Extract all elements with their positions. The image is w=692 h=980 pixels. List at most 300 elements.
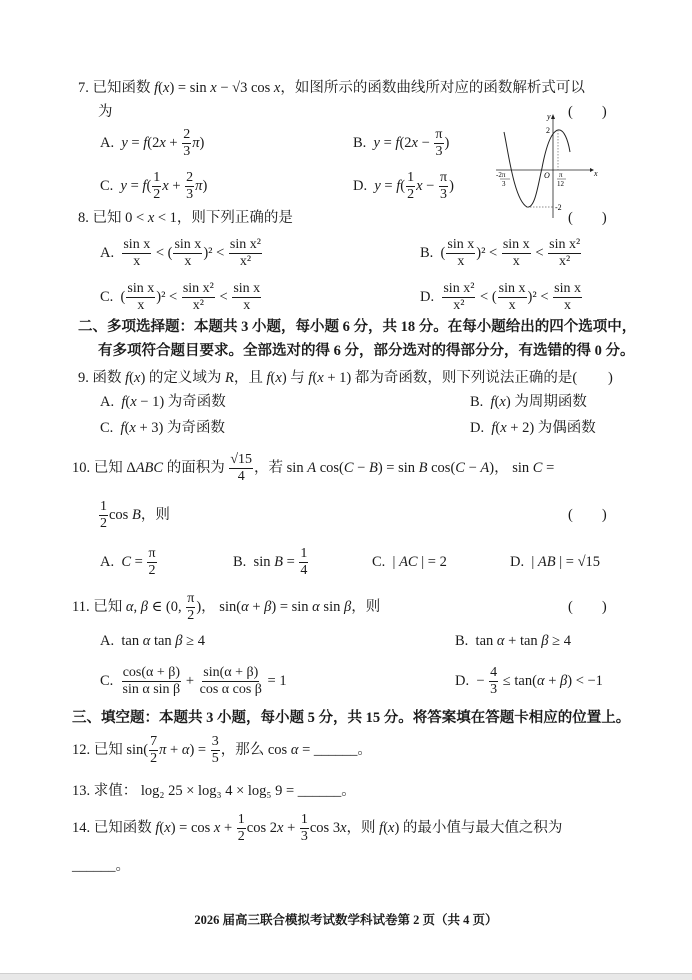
text-run: < 1，则下列正确的是 bbox=[154, 210, 293, 226]
text-run: )， sin( bbox=[196, 599, 242, 615]
text-run: ，如图所示的函数曲线所对应的函数解析式可以 bbox=[280, 80, 585, 96]
fraction bbox=[122, 665, 182, 698]
math-symbol: C bbox=[343, 460, 354, 476]
math-symbol: x bbox=[129, 420, 136, 436]
fraction bbox=[446, 237, 475, 270]
text-run: ) = bbox=[189, 742, 210, 758]
text-run: ) bbox=[199, 135, 205, 151]
fraction-numerator: sin x bbox=[127, 280, 155, 296]
text-run: , bbox=[133, 599, 141, 615]
text-run: + 1) 都为奇函数，则下列说法正确的是( bbox=[323, 370, 578, 386]
q7-stem bbox=[78, 76, 585, 100]
fraction bbox=[229, 452, 253, 485]
text-run: cos bbox=[109, 507, 132, 523]
fraction-denominator: cos α cos β bbox=[199, 681, 262, 697]
y-axis-arrow-icon bbox=[551, 114, 555, 119]
math-symbol: β bbox=[343, 599, 352, 615]
text-run: ) = sin bbox=[169, 80, 211, 96]
fraction-denominator: x bbox=[184, 253, 192, 269]
q7-option-c bbox=[100, 169, 208, 202]
fraction-denominator: 2 bbox=[153, 186, 161, 202]
text-run: < ( bbox=[476, 289, 497, 305]
math-symbol: x bbox=[340, 820, 347, 836]
text-run: 7. 已知函数 bbox=[78, 80, 155, 96]
fraction-numerator: π bbox=[439, 169, 448, 185]
math-symbol: f bbox=[154, 80, 159, 96]
math-symbol: π bbox=[195, 178, 203, 194]
fraction-numerator: sin x bbox=[502, 236, 530, 252]
math-symbol: x bbox=[162, 178, 169, 194]
fraction-denominator: 3 bbox=[300, 828, 308, 844]
math-symbol: AB bbox=[537, 554, 556, 570]
text-run: 11. 已知 bbox=[72, 599, 126, 615]
answer-paren: ( ) bbox=[568, 599, 607, 615]
fraction-denominator: 2 bbox=[150, 750, 158, 766]
q10-option-d bbox=[510, 550, 600, 574]
text-run: 8. 已知 0 < bbox=[78, 210, 148, 226]
text-run: ( bbox=[129, 370, 134, 386]
text-run: ，那么 cos bbox=[220, 742, 291, 758]
fraction bbox=[237, 812, 246, 845]
option-label: B. bbox=[455, 633, 476, 649]
math-symbol: π bbox=[159, 742, 167, 758]
option-label: A. bbox=[100, 554, 122, 570]
math-symbol: π bbox=[192, 135, 200, 151]
math-symbol: R bbox=[225, 370, 234, 386]
fraction bbox=[182, 127, 191, 160]
q11-option-d bbox=[455, 664, 603, 697]
option-label: D. bbox=[455, 673, 477, 689]
math-symbol: y bbox=[121, 135, 128, 151]
fraction bbox=[185, 170, 194, 203]
math-symbol: α bbox=[290, 742, 299, 758]
fraction-denominator: 4 bbox=[237, 468, 245, 484]
text-run: ) bbox=[449, 178, 454, 194]
fraction-numerator: 1 bbox=[300, 545, 308, 561]
fraction bbox=[489, 665, 498, 698]
text-run: sin bbox=[253, 554, 275, 570]
math-symbol: x bbox=[273, 80, 281, 96]
text-run: = 1 bbox=[263, 673, 287, 689]
math-symbol: C bbox=[121, 554, 132, 570]
text-run: ( bbox=[383, 820, 389, 836]
math-symbol: α bbox=[125, 599, 134, 615]
math-symbol: x bbox=[317, 370, 324, 386]
math-symbol: B bbox=[274, 554, 283, 570]
fraction-denominator: x bbox=[564, 297, 572, 313]
math-symbol: β bbox=[560, 673, 568, 689]
math-symbol: B bbox=[131, 507, 141, 523]
q7-option-b bbox=[353, 126, 450, 159]
text-run: ≤ tan( bbox=[499, 673, 537, 689]
text-run: 12. 已知 sin( bbox=[72, 742, 149, 758]
answer-paren-close: ) bbox=[608, 370, 613, 386]
text-run: 为 bbox=[98, 104, 113, 120]
fraction-numerator: sin x² bbox=[443, 280, 475, 296]
fraction-numerator: sin x² bbox=[229, 236, 261, 252]
fraction bbox=[99, 499, 108, 532]
math-symbol: y bbox=[120, 178, 127, 194]
fraction-denominator: 2 bbox=[407, 186, 415, 202]
min-label: -2 bbox=[555, 203, 562, 212]
math-symbol: f bbox=[120, 420, 125, 436]
q13 bbox=[72, 779, 356, 803]
q8-option-c bbox=[100, 280, 262, 313]
math-symbol: ABC bbox=[135, 460, 164, 476]
text-run: | bbox=[531, 554, 538, 570]
fraction-numerator: 3 bbox=[211, 733, 219, 749]
text-run: + 3) 为奇函数 bbox=[135, 420, 225, 436]
math-symbol: f bbox=[121, 394, 126, 410]
math-symbol: A bbox=[480, 460, 490, 476]
math-symbol: x bbox=[210, 80, 217, 96]
math-symbol: A bbox=[307, 460, 317, 476]
text-run: + bbox=[166, 742, 182, 758]
fraction bbox=[149, 734, 158, 767]
text-run: = bbox=[542, 460, 555, 476]
text-run: ≥ 4 bbox=[548, 633, 571, 649]
fraction-denominator: x² bbox=[559, 253, 571, 269]
text-run: cos( bbox=[427, 460, 456, 476]
section-2-heading: 二、多项选择题：本题共 3 小题，每小题 6 分，共 18 分。在每小题给出的四个选项中， bbox=[78, 319, 637, 335]
fraction-denominator: 3 bbox=[435, 143, 443, 159]
math-symbol: x bbox=[163, 80, 170, 96]
text-run: = bbox=[126, 178, 143, 194]
q12 bbox=[72, 733, 372, 766]
text-run: )² < bbox=[527, 289, 553, 305]
text-run: tan bbox=[150, 633, 176, 649]
fraction-denominator: 3 bbox=[440, 186, 448, 202]
option-label: C. bbox=[100, 289, 121, 305]
math-symbol: x bbox=[275, 370, 282, 386]
fraction-numerator: π bbox=[187, 590, 195, 606]
q7-option-a bbox=[100, 126, 205, 159]
q11-option-c bbox=[100, 664, 287, 697]
fraction-denominator: 2 bbox=[100, 515, 107, 531]
option-label: A. bbox=[100, 135, 122, 151]
text-run: < ( bbox=[152, 245, 173, 261]
math-symbol: β bbox=[140, 599, 148, 615]
origin-label: O bbox=[544, 171, 550, 180]
q9-option-c bbox=[100, 416, 225, 440]
fraction bbox=[211, 734, 220, 767]
text-run: ( bbox=[495, 420, 501, 436]
text-run: + bbox=[544, 673, 560, 689]
option-label: D. bbox=[353, 178, 375, 194]
fraction bbox=[553, 281, 582, 314]
math-symbol: β bbox=[264, 599, 272, 615]
math-symbol: x bbox=[213, 820, 221, 836]
fraction-denominator: x² bbox=[239, 253, 252, 269]
text-run: < bbox=[531, 245, 548, 261]
text-run: + 2) 为偶函数 bbox=[506, 420, 596, 436]
math-symbol: f bbox=[396, 178, 401, 194]
option-label: A. bbox=[100, 633, 122, 649]
fraction-denominator: x² bbox=[192, 297, 204, 313]
fraction-numerator: sin x² bbox=[182, 280, 214, 296]
text-run: ______。 bbox=[72, 858, 130, 874]
math-symbol: x bbox=[164, 820, 171, 836]
fraction bbox=[502, 237, 531, 270]
fraction-denominator: x bbox=[137, 297, 145, 313]
fraction-numerator: 4 bbox=[490, 664, 498, 680]
fraction-denominator: x bbox=[133, 253, 141, 269]
text-run: ，若 sin bbox=[254, 460, 308, 476]
fraction bbox=[229, 237, 262, 270]
text-run: 10. 已知 Δ bbox=[72, 460, 136, 476]
left-zero-num: -2π bbox=[496, 171, 506, 179]
text-run: = ______。 bbox=[298, 742, 372, 758]
text-run: ( bbox=[270, 370, 276, 386]
answer-paren: ( ) bbox=[568, 104, 607, 120]
text-run: | = √15 bbox=[555, 554, 601, 570]
fraction bbox=[548, 237, 581, 270]
math-symbol: x bbox=[159, 135, 166, 151]
option-label: A. bbox=[100, 245, 122, 261]
x-axis-label: x bbox=[594, 169, 598, 178]
math-symbol: f bbox=[308, 370, 313, 386]
fraction-denominator: sin α sin β bbox=[122, 681, 181, 697]
fraction-numerator: 2 bbox=[186, 169, 194, 185]
math-symbol: f bbox=[379, 820, 384, 836]
math-symbol: x bbox=[130, 394, 137, 410]
option-label: C. bbox=[372, 554, 393, 570]
option-label: C. bbox=[100, 178, 121, 194]
math-symbol: f bbox=[395, 135, 400, 151]
fraction-denominator: x bbox=[243, 297, 251, 313]
page-footer: 2026 届高三联合模拟考试数学科试卷第 2 页（共 4 页） bbox=[194, 913, 498, 927]
q11-option-a bbox=[100, 629, 205, 653]
fraction-numerator: π bbox=[435, 126, 443, 142]
q8-option-b bbox=[420, 236, 582, 269]
fraction bbox=[300, 812, 309, 845]
text-run: ( bbox=[494, 394, 500, 410]
q10-option-b bbox=[233, 545, 309, 578]
fraction bbox=[182, 281, 215, 314]
q9-option-d bbox=[470, 416, 596, 440]
section-3-heading: 三、填空题：本题共 3 小题，每小题 5 分，共 15 分。将答案填在答题卡相应的位置上。 bbox=[72, 710, 631, 726]
fraction-denominator: 2 bbox=[148, 562, 156, 578]
fraction-numerator: sin x² bbox=[549, 236, 581, 252]
q9-option-a bbox=[100, 390, 226, 414]
text-run: )² < bbox=[203, 245, 228, 261]
text-run: ) 为周期函数 bbox=[505, 394, 587, 410]
math-symbol: β bbox=[541, 633, 549, 649]
text-run: 13. 求值： log₂ 25 × log₃ 4 × log₅ 9 = ______。 bbox=[72, 783, 356, 799]
math-symbol: α bbox=[312, 599, 320, 615]
text-run: ) bbox=[202, 178, 208, 194]
fraction-numerator: 1 bbox=[300, 811, 308, 827]
math-symbol: y bbox=[374, 178, 381, 194]
fraction-denominator: x bbox=[512, 253, 520, 269]
fraction bbox=[186, 591, 195, 624]
q10-option-c bbox=[372, 550, 447, 574]
text-run: + bbox=[182, 673, 198, 689]
text-run: cos( bbox=[316, 460, 344, 476]
text-run: + bbox=[165, 135, 182, 151]
fraction bbox=[152, 170, 161, 203]
fraction-denominator: 4 bbox=[300, 562, 308, 578]
math-symbol: f bbox=[491, 420, 496, 436]
fraction bbox=[232, 281, 261, 314]
fraction-denominator: 3 bbox=[490, 681, 498, 697]
q8-stem bbox=[78, 206, 293, 230]
math-symbol: y bbox=[373, 135, 380, 151]
text-run: ≥ 4 bbox=[182, 633, 205, 649]
fraction-numerator: sin x bbox=[174, 236, 202, 252]
option-label: C. bbox=[100, 673, 121, 689]
text-run: ( bbox=[124, 420, 130, 436]
right-tick-den: 12 bbox=[557, 180, 564, 188]
text-run: ) < −1 bbox=[567, 673, 603, 689]
math-symbol: f bbox=[143, 135, 148, 151]
sine-curve bbox=[504, 130, 570, 207]
fraction bbox=[406, 170, 415, 203]
text-run: = bbox=[380, 178, 397, 194]
fraction-numerator: 7 bbox=[150, 733, 158, 749]
text-run: 的面积为 bbox=[163, 460, 229, 476]
fraction-numerator: sin x bbox=[554, 280, 581, 296]
q11-stem bbox=[72, 590, 381, 623]
q7-option-d bbox=[353, 169, 454, 202]
text-run: (2 bbox=[399, 135, 412, 151]
fraction-numerator: 2 bbox=[183, 126, 191, 142]
q14-stem bbox=[72, 811, 563, 844]
option-label: A. bbox=[100, 394, 122, 410]
text-run: ) = sin bbox=[271, 599, 313, 615]
right-tick-num: π bbox=[559, 171, 563, 179]
text-run: ，且 bbox=[233, 370, 267, 386]
fraction-denominator: 3 bbox=[186, 186, 194, 202]
fraction-numerator: sin x bbox=[447, 236, 475, 252]
text-run: ( bbox=[146, 178, 152, 194]
text-run: ) 的最小值与最大值之积为 bbox=[394, 820, 563, 836]
fraction bbox=[498, 281, 527, 314]
math-symbol: f bbox=[142, 178, 147, 194]
math-symbol: x bbox=[411, 135, 418, 151]
option-label: B. bbox=[353, 135, 374, 151]
text-run: ( bbox=[400, 178, 406, 194]
text-run: )² < bbox=[156, 289, 181, 305]
text-run: ，则 bbox=[351, 599, 381, 615]
math-symbol: f bbox=[125, 370, 130, 386]
text-run: + tan bbox=[504, 633, 542, 649]
text-run: )² < bbox=[476, 245, 501, 261]
text-run: (2 bbox=[147, 135, 160, 151]
option-label: B. bbox=[470, 394, 491, 410]
answer-paren: ( ) bbox=[568, 210, 607, 226]
q11-option-b bbox=[455, 629, 571, 653]
math-symbol: α bbox=[181, 742, 190, 758]
text-run: | = 2 bbox=[417, 554, 447, 570]
text-run: − √3 cos bbox=[216, 80, 274, 96]
text-run: = bbox=[379, 135, 396, 151]
math-symbol: α bbox=[142, 633, 151, 649]
q14-stem-cont bbox=[72, 854, 130, 878]
text-run: ( bbox=[120, 289, 126, 305]
math-symbol: C bbox=[455, 460, 465, 476]
option-label: C. bbox=[100, 420, 121, 436]
text-run: cos 2 bbox=[246, 820, 277, 836]
text-run: + bbox=[220, 820, 236, 836]
fraction-denominator: x² bbox=[453, 297, 465, 313]
math-symbol: x bbox=[499, 394, 506, 410]
math-symbol: x bbox=[416, 178, 423, 194]
text-run: ) bbox=[444, 135, 450, 151]
option-label: D. bbox=[510, 554, 532, 570]
fraction-numerator: √15 bbox=[230, 451, 253, 467]
math-symbol: f bbox=[266, 370, 271, 386]
text-run: ( bbox=[159, 820, 165, 836]
q10-stem-cont bbox=[98, 498, 170, 531]
option-label: D. bbox=[420, 289, 442, 305]
fraction-numerator: sin x bbox=[123, 236, 151, 252]
math-symbol: B bbox=[368, 460, 378, 476]
math-symbol: α bbox=[241, 599, 249, 615]
fraction-denominator: x bbox=[457, 253, 465, 269]
fraction-numerator: cos(α + β) bbox=[122, 664, 181, 680]
text-run: − 1) 为奇函数 bbox=[136, 394, 226, 410]
fraction-denominator: 5 bbox=[211, 750, 219, 766]
q9-stem bbox=[78, 366, 577, 390]
text-run: = bbox=[282, 554, 299, 570]
fraction bbox=[173, 237, 202, 270]
option-label: B. bbox=[420, 245, 441, 261]
text-run: ( bbox=[440, 245, 446, 261]
function-graph bbox=[490, 110, 600, 220]
fraction-numerator: 1 bbox=[100, 498, 107, 514]
fraction-numerator: sin x bbox=[498, 280, 526, 296]
fraction-numerator: sin x bbox=[233, 280, 261, 296]
q8-option-d bbox=[420, 280, 583, 313]
fraction-denominator: 2 bbox=[237, 828, 245, 844]
text-run: tan bbox=[475, 633, 497, 649]
fraction-numerator: π bbox=[148, 545, 156, 561]
math-symbol: x bbox=[500, 420, 507, 436]
math-symbol: x bbox=[277, 820, 284, 836]
fraction bbox=[122, 237, 151, 270]
math-symbol: α bbox=[496, 633, 505, 649]
math-symbol: x bbox=[388, 820, 395, 836]
text-run: + bbox=[168, 178, 185, 194]
fraction bbox=[434, 127, 443, 160]
left-zero-den: 3 bbox=[502, 180, 506, 188]
section-2-heading-cont: 有多项符合题目要求。全部选对的得 6 分，部分选对的得部分分，有选错的得 0 分。 bbox=[98, 343, 635, 359]
text-run: ∈ (0, bbox=[147, 599, 186, 615]
math-symbol: AC bbox=[399, 554, 418, 570]
text-run: ( bbox=[158, 80, 163, 96]
text-run: = bbox=[131, 554, 147, 570]
q9-option-b bbox=[470, 390, 587, 414]
text-run: 9. 函数 bbox=[78, 370, 126, 386]
fraction-denominator: 2 bbox=[187, 607, 195, 623]
text-run: )， sin bbox=[489, 460, 533, 476]
fraction-numerator: 1 bbox=[153, 169, 161, 185]
fraction bbox=[439, 170, 448, 203]
fraction-numerator: 1 bbox=[237, 811, 245, 827]
text-run: ，则 bbox=[140, 507, 170, 523]
text-run: | bbox=[392, 554, 400, 570]
text-run: tan bbox=[121, 633, 143, 649]
fraction bbox=[126, 281, 155, 314]
fraction bbox=[442, 281, 475, 314]
fraction-denominator: x bbox=[508, 297, 516, 313]
text-run: − bbox=[422, 178, 438, 194]
fraction-numerator: sin(α + β) bbox=[203, 664, 259, 680]
text-run: ) 的定义域为 bbox=[140, 370, 226, 386]
option-label: D. bbox=[470, 420, 492, 436]
text-run: ( bbox=[312, 370, 318, 386]
